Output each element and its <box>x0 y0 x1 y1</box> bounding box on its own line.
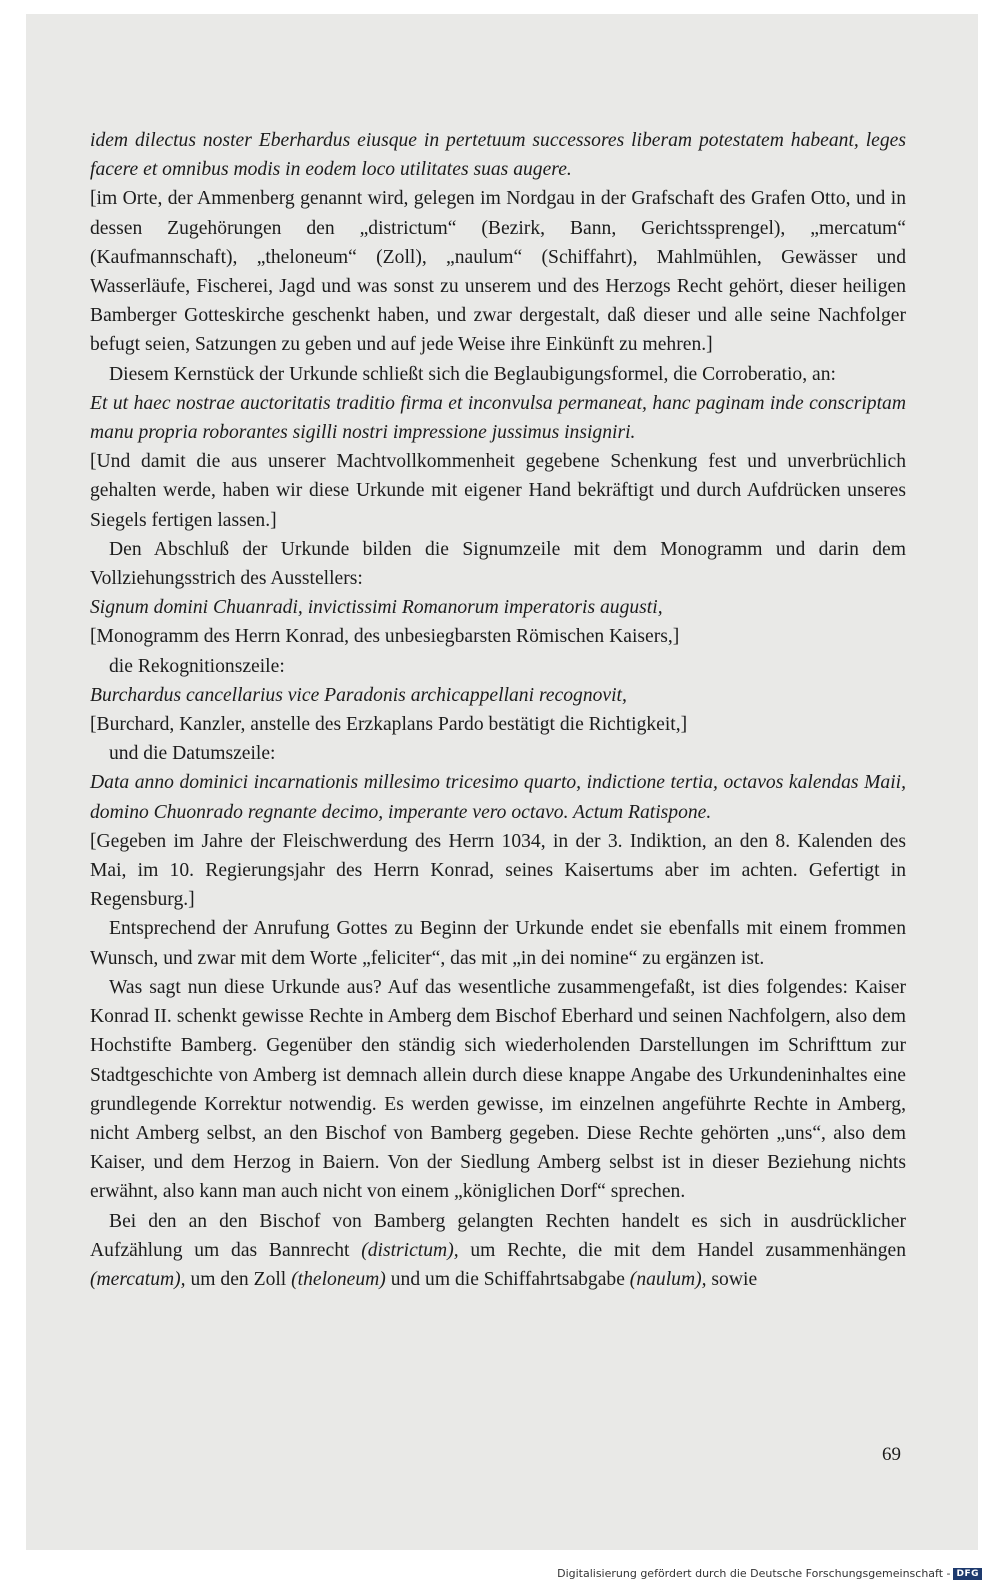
paragraph <box>90 535 906 593</box>
page-number: 69 <box>882 1444 901 1465</box>
text-segment: (districtum), <box>361 1239 459 1261</box>
text-segment: und um die Schiffahrtsabgabe <box>385 1268 630 1290</box>
paragraph <box>90 360 906 389</box>
paragraph <box>90 622 906 651</box>
paragraph <box>90 827 906 915</box>
body-text <box>90 126 906 1294</box>
text-segment: Data anno dominici incarnationis millesimo tricesimo quarto, indictione tertia, octavos kalendas Maii, domino Chuonrado regnante decimo, imperante vero octavo. Actum Ratispone. <box>90 772 906 823</box>
text-segment: um den Zoll <box>185 1268 292 1290</box>
text-segment: [im Orte, der Ammenberg genannt wird, gelegen im Nordgau in der Grafschaft des Grafen Otto, und in dessen Zugehörungen den „districtum“ (Bezirk, Bann, Gerichtssprengel), „mercatum“ (Kaufmannschaft), „theloneum“ (Zoll), „naulum“ (Schiffahrt), Mahlmühlen, Gewässer und Wasserläufe, Fischerei, Jagd und was sonst zu unserem und des Herzogs Recht gehört, dieser heiligen Bamberger Gotteskirche geschenkt haben, und zwar dergestalt, daß dieser und alle seine Nachfolger befugt seien, Satzungen zu geben und auf jede Weise ihre Einkünft zu mehren.] <box>90 188 906 356</box>
footer-credit <box>557 1567 982 1580</box>
latin-quote-paragraph <box>90 768 906 826</box>
paragraph <box>90 447 906 535</box>
paragraph <box>90 739 906 768</box>
text-segment: [Burchard, Kanzler, anstelle des Erzkaplans Pardo bestätigt die Richtigkeit,] <box>90 714 688 736</box>
text-segment: [Monogramm des Herrn Konrad, des unbesiegbarsten Römischen Kaisers,] <box>90 626 680 648</box>
text-segment: Et ut haec nostrae auctoritatis traditio firma et inconvulsa permaneat, hanc paginam inde conscriptam manu propria roborantes sigilli nostri impressione jussimus insigniri. <box>90 392 906 444</box>
text-segment: Bei den an den Bischof von Bamberg gelangten Rechten handelt es sich in ausdrücklicher Aufzählung um das Bannrecht <box>90 1210 906 1261</box>
text-segment: Was sagt nun diese Urkunde aus? Auf das wesentliche zusammengefaßt, ist dies folgendes: Kaiser Konrad II. schenkt gewisse Rechte in Amberg dem Bischof Eberhard und seinen Nachfolgern, also dem Hochstifte Bamberg. Gegenüber den ständig sich wiederholenden Darstellungen im Schrifttum zur Stadtgeschichte von Amberg ist demnach allein durch diese knappe Angabe des Urkundeninhaltes eine grundlegende Korrektur notwendig. Es werden gewisse, im einzelnen angeführte Rechte in Amberg, nicht Amberg selbst, an den Bischof von Bamberg gegeben. Diese Rechte gehörten „uns“, also dem Kaiser, und dem Herzog in Baiern. Von der Siedlung Amberg selbst ist in dieser Beziehung nichts erwähnt, also kann man auch nicht von einem „königlichen Dorf“ sprechen. <box>90 976 906 1203</box>
latin-quote-paragraph <box>90 389 906 447</box>
text-segment: Den Abschluß der Urkunde bilden die Signumzeile mit dem Monogramm und darin dem Vollziehungsstrich des Ausstellers: <box>90 538 906 590</box>
text-segment: und die Datumszeile: <box>109 743 276 765</box>
paragraph <box>90 914 906 972</box>
text-segment: [Gegeben im Jahre der Fleischwerdung des Herrn 1034, in der 3. Indiktion, an den 8. Kalenden des Mai, im 10. Regierungsjahr des Herrn Konrad, seines Kaisertums aber im achten. Gefertigt in Regensburg.] <box>90 830 906 911</box>
text-segment: idem dilectus noster Eberhardus eiusque in pertetuum successores liberam potestatem habeant, leges facere et omnibus modis in eodem loco utilitates suas augere. <box>90 130 906 181</box>
text-segment: Diesem Kernstück der Urkunde schließt sich die Beglaubigungsformel, die Corroberatio, an: <box>109 363 836 385</box>
footer-text: Digitalisierung gefördert durch die Deutsche Forschungsgemeinschaft - <box>557 1567 951 1580</box>
text-segment: (naulum), <box>629 1268 707 1290</box>
text-segment: die Rekognitionszeile: <box>109 655 285 677</box>
text-segment: (theloneum) <box>291 1268 386 1290</box>
text-segment: sowie <box>706 1268 758 1290</box>
text-segment: (mercatum), <box>90 1268 186 1290</box>
paragraph <box>90 652 906 681</box>
paragraph <box>90 973 906 1207</box>
paragraph <box>90 710 906 739</box>
latin-quote-paragraph <box>90 681 906 710</box>
paragraph <box>90 184 906 359</box>
latin-quote-paragraph <box>90 126 906 184</box>
text-segment: Signum domini Chuanradi, invictissimi Romanorum imperatoris augusti, <box>90 597 663 619</box>
text-segment: Entsprechend der Anrufung Gottes zu Beginn der Urkunde endet sie ebenfalls mit einem frommen Wunsch, und zwar mit dem Worte „feliciter“, das mit „in dei nomine“ zu ergänzen ist. <box>90 918 906 969</box>
paragraph <box>90 1207 906 1295</box>
scanned-page <box>26 14 978 1550</box>
text-segment: Burchardus cancellarius vice Paradonis archicappellani recognovit, <box>90 684 627 706</box>
text-segment: [Und damit die aus unserer Machtvollkommenheit gegebene Schenkung fest und unverbrüchlich gehalten werde, haben wir diese Urkunde mit eigener Hand bekräftigt und durch Aufdrücken unseres Siegels fertigen lassen.] <box>90 451 906 531</box>
text-segment: um Rechte, die mit dem Handel zusammenhängen <box>458 1239 906 1261</box>
latin-quote-paragraph <box>90 593 906 622</box>
dfg-logo: DFG <box>953 1568 982 1580</box>
